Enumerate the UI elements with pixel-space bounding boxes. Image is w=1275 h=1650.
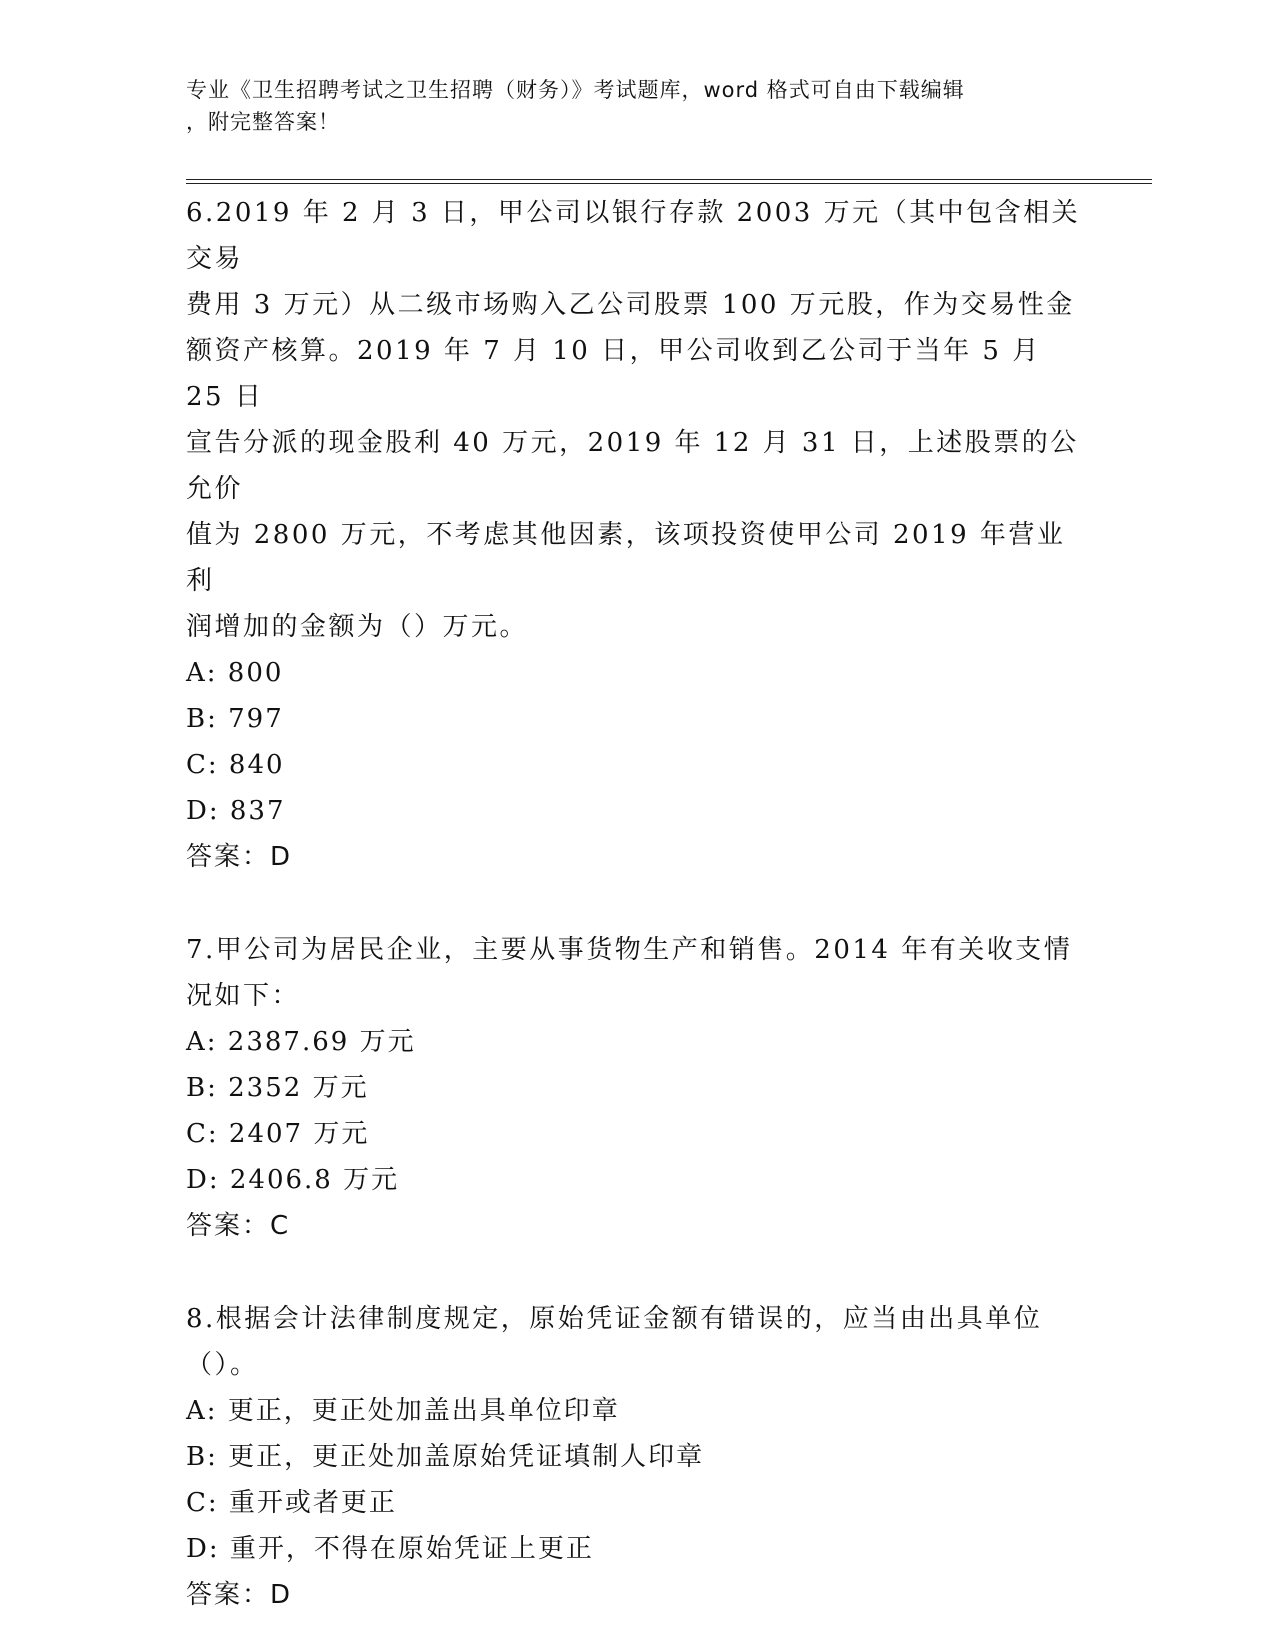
answer-line: 答案：D	[186, 1580, 293, 1610]
option-c: C: 840	[186, 750, 285, 780]
option-d: D: 重开，不得在原始凭证上更正	[186, 1534, 594, 1564]
question-stem-line: 费用 3 万元）从二级市场购入乙公司股票 100 万元股，作为交易性金	[186, 290, 1075, 320]
option-c: C: 重开或者更正	[186, 1488, 397, 1518]
option-b: B: 2352 万元	[186, 1073, 369, 1103]
option-a: A: 800	[186, 658, 284, 688]
answer-line: 答案：C	[186, 1211, 291, 1241]
question-list	[186, 190, 1086, 1618]
question-stem-line: 7.甲公司为居民企业，主要从事货物生产和销售。2014 年有关收支情	[186, 935, 1073, 965]
header-rule-thick	[186, 183, 1152, 184]
option-b: B: 更正，更正处加盖原始凭证填制人印章	[186, 1442, 705, 1472]
question-stem-line: （）。	[186, 1350, 259, 1380]
question-stem-line: 宣告分派的现金股利 40 万元，2019 年 12 月 31 日，上述股票的公允价	[186, 428, 1079, 504]
option-d: D: 837	[186, 796, 286, 826]
question-6	[186, 190, 1086, 880]
question-stem-line: 值为 2800 万元，不考虑其他因素，该项投资使甲公司 2019 年营业利	[186, 520, 1066, 596]
question-stem-line: 况如下：	[186, 981, 301, 1011]
question-8	[186, 1296, 1086, 1618]
option-d: D: 2406.8 万元	[186, 1165, 400, 1195]
document-header	[186, 74, 1066, 138]
option-b: B: 797	[186, 704, 284, 734]
option-a: A: 更正，更正处加盖出具单位印章	[186, 1396, 620, 1426]
option-a: A: 2387.69 万元	[186, 1027, 416, 1057]
question-stem-line: 6.2019 年 2 月 3 日，甲公司以银行存款 2003 万元（其中包含相关交易	[186, 198, 1081, 274]
question-spacer	[186, 880, 1086, 927]
header-line-2: ，附完整答案！	[186, 110, 340, 134]
question-stem-line: 润增加的金额为（）万元。	[186, 612, 529, 642]
option-c: C: 2407 万元	[186, 1119, 370, 1149]
question-stem-line: 8.根据会计法律制度规定，原始凭证金额有错误的，应当由出具单位	[186, 1304, 1043, 1334]
answer-line: 答案：D	[186, 842, 293, 872]
question-7	[186, 927, 1086, 1249]
header-line-1: 专业《卫生招聘考试之卫生招聘（财务）》考试题库，word 格式可自由下载编辑	[186, 78, 965, 102]
question-spacer	[186, 1249, 1086, 1296]
header-rule-thin	[186, 179, 1152, 180]
question-stem-line: 额资产核算。2019 年 7 月 10 日，甲公司收到乙公司于当年 5 月 25 日	[186, 336, 1041, 412]
